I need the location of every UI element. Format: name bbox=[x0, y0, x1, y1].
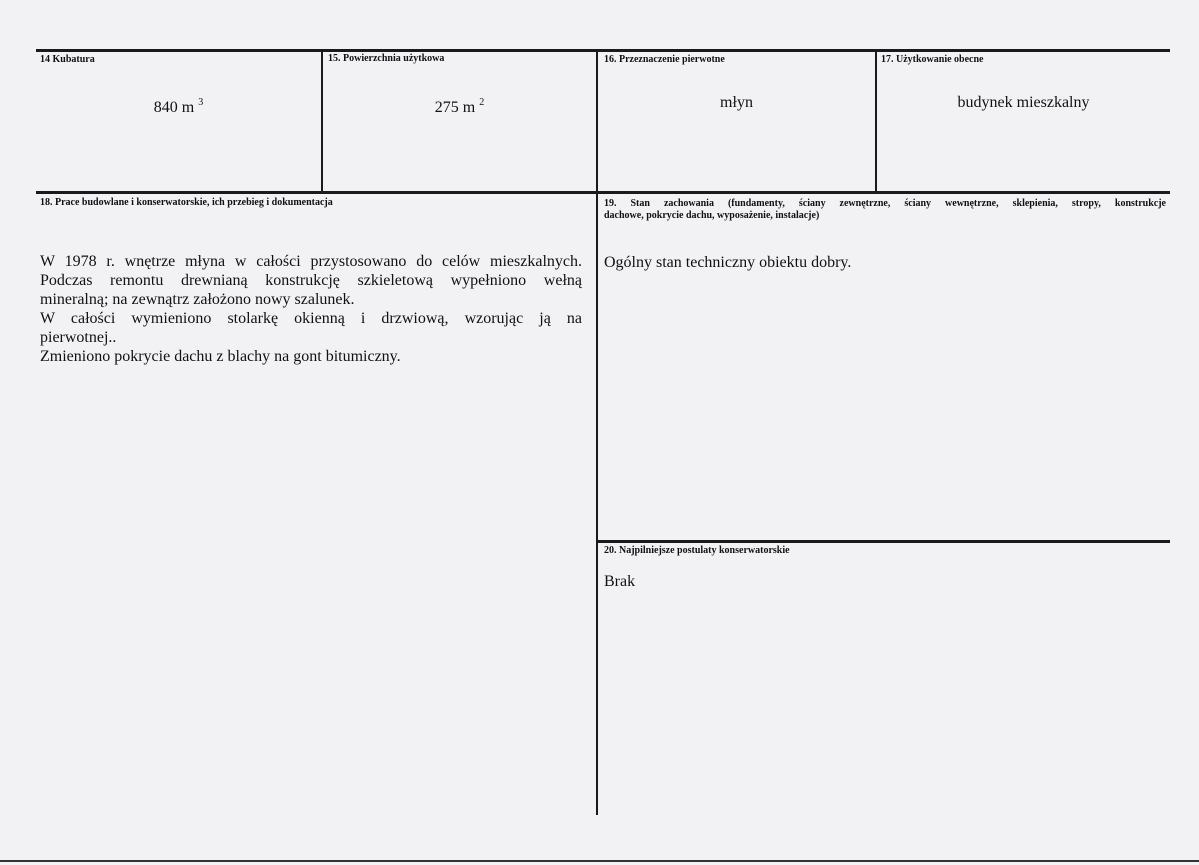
kubatura-value bbox=[36, 99, 321, 117]
top-rule bbox=[36, 49, 1170, 52]
prace-text bbox=[40, 252, 582, 366]
kubatura-number: 840 m bbox=[153, 99, 195, 116]
prace-line-3: mineralną; na zewnątrz założono nowy szalunek. bbox=[40, 291, 355, 308]
lower-right-rule bbox=[597, 540, 1170, 543]
divider-3 bbox=[875, 49, 877, 193]
mid-rule bbox=[36, 191, 1170, 194]
powierzchnia-label: 15. Powierzchnia użytkowa bbox=[328, 53, 445, 64]
prace-line-4: W całości wymieniono stolarkę okienną i drzwiową, wzorując ją na bbox=[40, 310, 582, 327]
postulaty-value: Brak bbox=[604, 573, 636, 590]
prace-line-1: W 1978 r. wnętrze młyna w całości przystosowano do celów mieszkalnych. bbox=[40, 253, 582, 270]
powierzchnia-value bbox=[323, 99, 596, 117]
stan-label-line-1: 19. Stan zachowania (fundamenty, ściany zewnętrzne, ściany wewnętrzne, sklepienia, stropy, konstrukcje bbox=[604, 198, 1166, 209]
divider-2 bbox=[596, 49, 598, 815]
divider-1 bbox=[321, 49, 323, 193]
bottom-edge bbox=[0, 860, 1199, 862]
przeznaczenie-value: młyn bbox=[720, 94, 753, 111]
stan-value: Ogólny stan techniczny obiektu dobry. bbox=[604, 254, 852, 271]
uzytkowanie-label: 17. Użytkowanie obecne bbox=[881, 54, 984, 65]
prace-line-6: Zmieniono pokrycie dachu z blachy na gont bitumiczny. bbox=[40, 348, 401, 365]
powierzchnia-exponent: 2 bbox=[479, 97, 485, 108]
przeznaczenie-label: 16. Przeznaczenie pierwotne bbox=[604, 54, 725, 65]
kubatura-label: 14 Kubatura bbox=[40, 54, 95, 65]
uzytkowanie-value: budynek mieszkalny bbox=[957, 94, 1090, 111]
stan-label-line-2: dachowe, pokrycie dachu, wyposażenie, instalacje) bbox=[604, 210, 820, 221]
powierzchnia-number: 275 m bbox=[434, 99, 476, 116]
postulaty-label: 20. Najpilniejsze postulaty konserwatorskie bbox=[604, 545, 790, 556]
prace-line-2: Podczas remontu drewnianą konstrukcję szkieletową wypełniono wełną bbox=[40, 272, 582, 289]
prace-line-5: pierwotnej.. bbox=[40, 329, 117, 346]
prace-label: 18. Prace budowlane i konserwatorskie, ich przebieg i dokumentacja bbox=[40, 197, 333, 208]
kubatura-exponent: 3 bbox=[198, 97, 204, 108]
